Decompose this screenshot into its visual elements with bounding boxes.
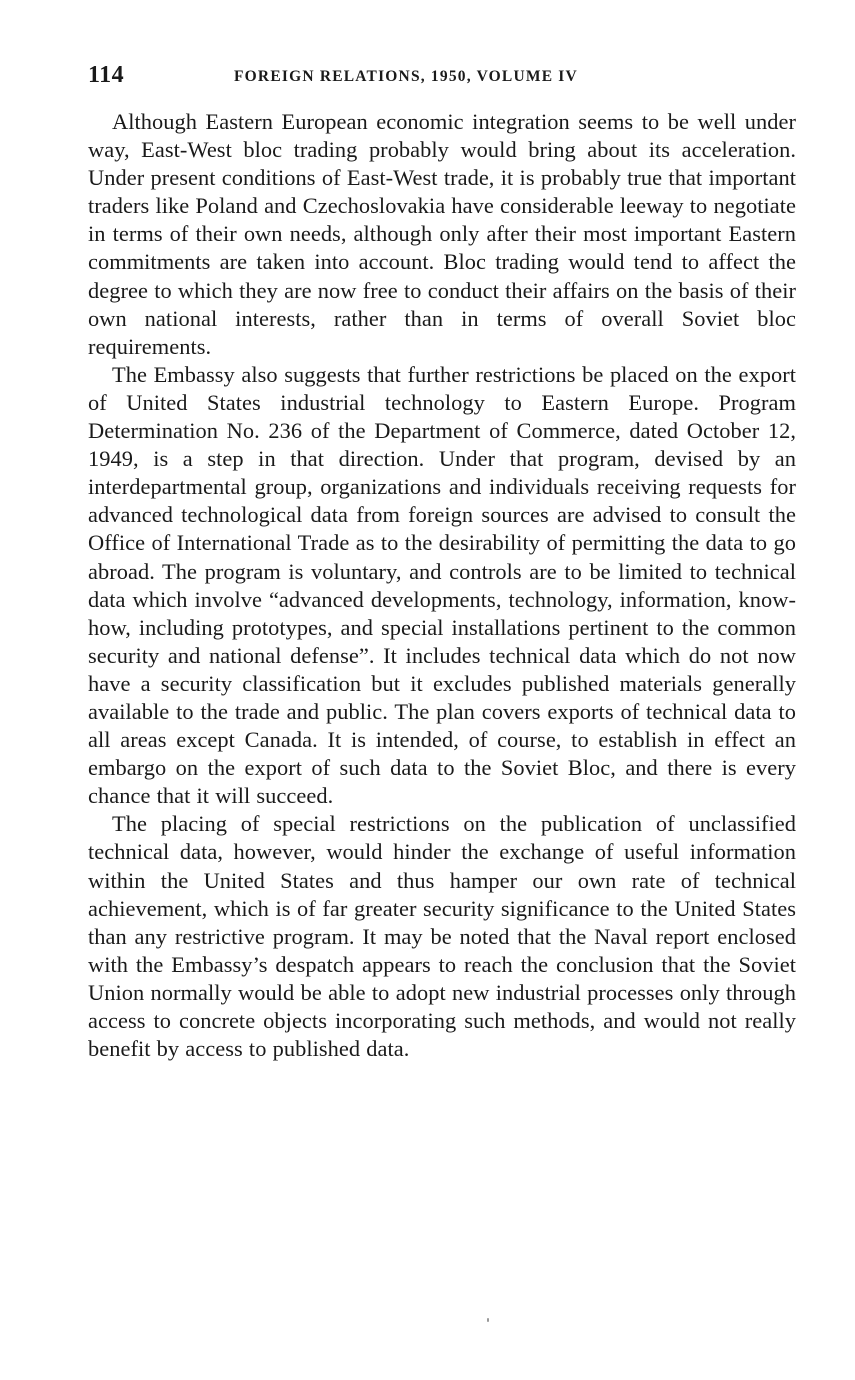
running-title: FOREIGN RELATIONS, 1950, VOLUME IV — [234, 68, 578, 85]
body-text — [88, 108, 796, 1063]
page-number: 114 — [88, 62, 125, 88]
paragraph: Although Eastern European economic integration seems to be well under way, East-West bloc trading probably would bring about its acceleration. Under present conditions of East-West trade, it is probably true that important traders like Poland and Czechoslovakia have considerable leeway to negotiate in terms of their own needs, although only after their most important Eastern commitments are taken into account. Bloc trading would tend to affect the degree to which they are now free to conduct their affairs on the basis of their own national interests, rather than in terms of overall Soviet bloc requirements. — [88, 109, 796, 359]
paragraph: The Embassy also suggests that further restrictions be placed on the export of United States industrial technology to Eastern Europe. Program Determination No. 236 of the Department of Commerce, dated October 12, 1949, is a step in that direction. Under that program, devised by an interdepartmental group, organizations and individuals receiving requests for advanced technological data from foreign sources are advised to consult the Office of International Trade as to the desirability of permitting the data to go abroad. The program is voluntary, and controls are to be limited to technical data which involve “advanced developments, technology, information, know-how, including prototypes, and special installations pertinent to the common security and national defense”. It includes technical data which do not now have a security classification but it excludes published materials generally available to the trade and public. The plan covers exports of technical data to all areas except Canada. It is intended, of course, to establish in effect an embargo on the export of such data to the Soviet Bloc, and there is every chance that it will succeed. — [88, 361, 796, 809]
document-page — [88, 62, 796, 1063]
paragraph: The placing of special restrictions on the publication of unclassified technical data, however, would hinder the exchange of useful information within the United States and thus hamper our own rate of technical achievement, which is of far greater security significance to the United States than any restrictive program. It may be noted that the Naval report enclosed with the Embassy’s despatch appears to reach the conclusion that the Soviet Union normally would be able to adopt new industrial processes only through access to concrete objects incorporating such methods, and would not really benefit by access to published data. — [88, 811, 796, 1062]
scan-speck — [487, 1318, 489, 1322]
running-header — [88, 62, 796, 90]
